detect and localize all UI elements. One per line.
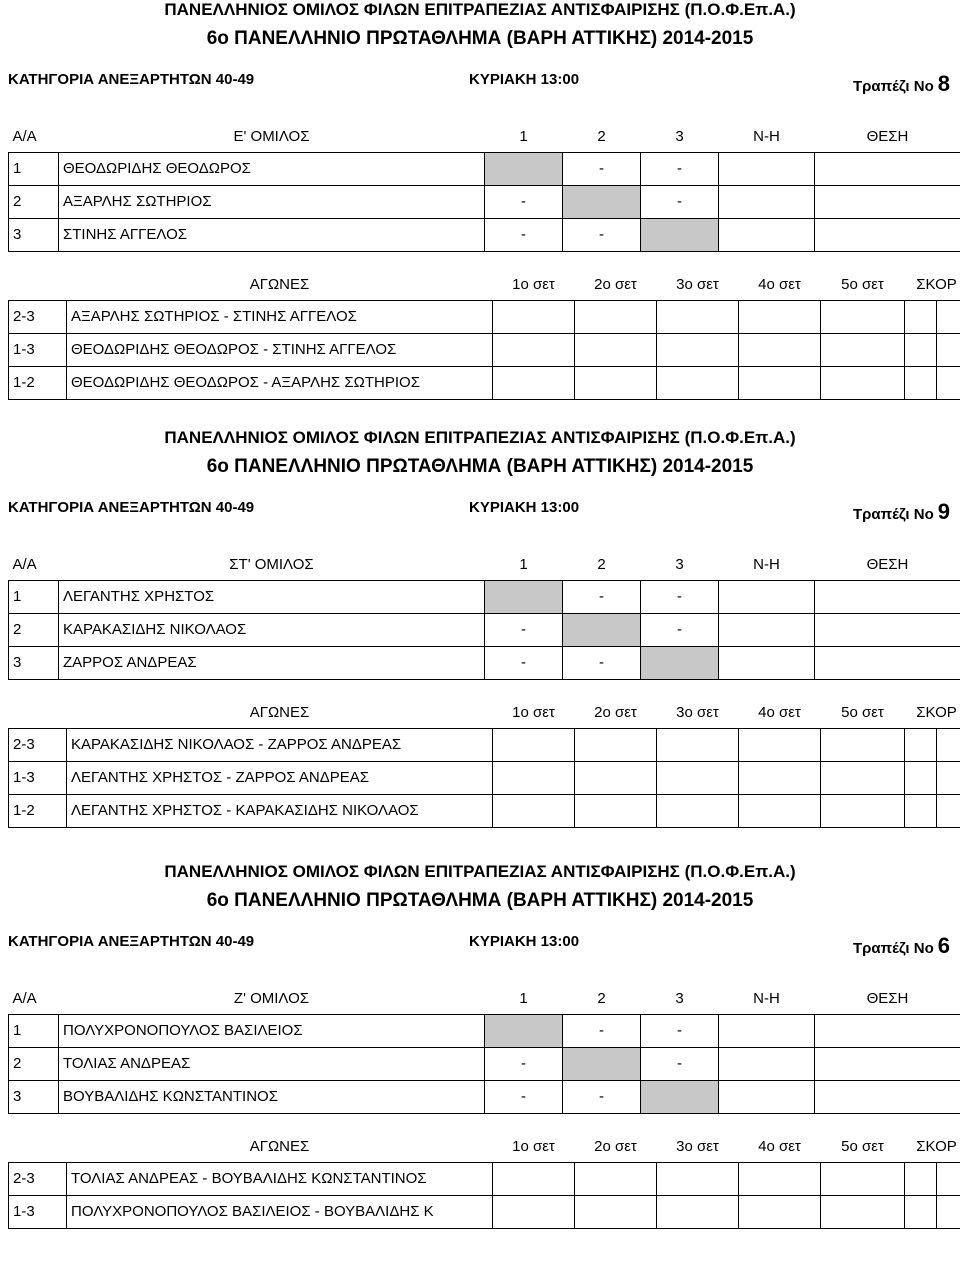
col-agones: ΑΓΩΝΕΣ (67, 698, 493, 729)
col-set3: 3ο σετ (657, 270, 739, 301)
match-row (9, 1196, 960, 1229)
match-code: 1-3 (9, 762, 67, 795)
set-score-cell (493, 795, 575, 828)
set-score-cell (575, 301, 657, 334)
wins-losses-cell (719, 219, 815, 252)
col-p3: 3 (641, 550, 719, 581)
col-group: Ζ' ΟΜΙΛΟΣ (59, 984, 485, 1015)
table-number-value: 9 (938, 499, 950, 524)
match-code: 1-3 (9, 1196, 67, 1229)
match-row (9, 301, 960, 334)
player-name: ΑΞΑΡΛΗΣ ΣΩΤΗΡΙΟΣ (59, 186, 485, 219)
player-row (9, 219, 960, 252)
player-name: ΖΑΡΡΟΣ ΑΝΔΡΕΑΣ (59, 647, 485, 680)
match-row (9, 334, 960, 367)
result-cell (563, 614, 641, 647)
score-home-cell (905, 1196, 937, 1229)
player-row (9, 581, 960, 614)
player-row (9, 153, 960, 186)
player-name: ΘΕΟΔΩΡΙΔΗΣ ΘΕΟΔΩΡΟΣ (59, 153, 485, 186)
result-cell: - (641, 1048, 719, 1081)
set-score-cell (821, 367, 905, 400)
col-nh: Ν-Η (719, 984, 815, 1015)
standings-table (8, 122, 960, 252)
result-cell (485, 153, 563, 186)
result-cell: - (641, 1015, 719, 1048)
table-label: Τραπέζι Νο (853, 940, 934, 957)
matches-header (9, 698, 960, 729)
player-row (9, 647, 960, 680)
position-cell (815, 219, 960, 252)
result-cell: - (485, 219, 563, 252)
set-score-cell (657, 762, 739, 795)
col-thesi: ΘΕΣΗ (815, 122, 960, 153)
col-p1: 1 (485, 122, 563, 153)
position-cell (815, 186, 960, 219)
result-cell: - (641, 581, 719, 614)
result-cell (641, 647, 719, 680)
match-name: ΘΕΟΔΩΡΙΔΗΣ ΘΕΟΔΩΡΟΣ - ΑΞΑΡΛΗΣ ΣΩΤΗΡΙΟΣ (67, 367, 493, 400)
col-agones: ΑΓΩΝΕΣ (67, 270, 493, 301)
set-score-cell (739, 1196, 821, 1229)
position-cell (815, 614, 960, 647)
set-score-cell (575, 729, 657, 762)
position-cell (815, 1081, 960, 1114)
score-away-cell (937, 1196, 960, 1229)
result-cell: - (485, 614, 563, 647)
set-score-cell (821, 301, 905, 334)
result-cell (485, 581, 563, 614)
standings-header (9, 984, 960, 1015)
set-score-cell (739, 762, 821, 795)
score-away-cell (937, 762, 960, 795)
result-cell: - (641, 153, 719, 186)
col-set1: 1ο σετ (493, 698, 575, 729)
match-code: 2-3 (9, 1163, 67, 1196)
day-label: ΚΥΡΙΑΚΗ 13:00 (469, 499, 579, 516)
set-score-cell (657, 301, 739, 334)
group-sheet (0, 862, 960, 1282)
set-score-cell (739, 729, 821, 762)
set-score-cell (657, 795, 739, 828)
col-set2: 2ο σετ (575, 270, 657, 301)
col-set5: 5ο σετ (821, 270, 905, 301)
matches-table (8, 1132, 960, 1229)
player-name: ΛΕΓΑΝΤΗΣ ΧΡΗΣΤΟΣ (59, 581, 485, 614)
player-name: ΤΟΛΙΑΣ ΑΝΔΡΕΑΣ (59, 1048, 485, 1081)
match-name: ΛΕΓΑΝΤΗΣ ΧΡΗΣΤΟΣ - ΚΑΡΑΚΑΣΙΔΗΣ ΝΙΚΟΛΑΟΣ (67, 795, 493, 828)
category-label: ΚΑΤΗΓΟΡΙΑ ΑΝΕΞΑΡΤΗΤΩΝ 40-49 (8, 71, 254, 88)
score-away-cell (937, 729, 960, 762)
player-row (9, 614, 960, 647)
set-score-cell (821, 1163, 905, 1196)
result-cell (563, 186, 641, 219)
category-label: ΚΑΤΗΓΟΡΙΑ ΑΝΕΞΑΡΤΗΤΩΝ 40-49 (8, 499, 254, 516)
score-away-cell (937, 1163, 960, 1196)
set-score-cell (575, 1196, 657, 1229)
day-label: ΚΥΡΙΑΚΗ 13:00 (469, 71, 579, 88)
set-score-cell (821, 334, 905, 367)
player-number: 1 (9, 581, 59, 614)
result-cell (563, 1048, 641, 1081)
col-p2: 2 (563, 984, 641, 1015)
col-set2: 2ο σετ (575, 1132, 657, 1163)
match-name: ΘΕΟΔΩΡΙΔΗΣ ΘΕΟΔΩΡΟΣ - ΣΤΙΝΗΣ ΑΓΓΕΛΟΣ (67, 334, 493, 367)
set-score-cell (821, 762, 905, 795)
score-home-cell (905, 729, 937, 762)
score-away-cell (937, 367, 960, 400)
wins-losses-cell (719, 647, 815, 680)
header-blank (9, 1132, 67, 1163)
player-name: ΠΟΛΥΧΡΟΝΟΠΟΥΛΟΣ ΒΑΣΙΛΕΙΟΣ (59, 1015, 485, 1048)
set-score-cell (821, 795, 905, 828)
col-p3: 3 (641, 122, 719, 153)
position-cell (815, 1048, 960, 1081)
set-score-cell (493, 762, 575, 795)
player-number: 3 (9, 647, 59, 680)
result-cell (641, 219, 719, 252)
result-cell: - (641, 614, 719, 647)
wins-losses-cell (719, 1081, 815, 1114)
table-label: Τραπέζι Νο (853, 78, 934, 95)
set-score-cell (575, 367, 657, 400)
org-title: ΠΑΝΕΛΛΗΝΙΟΣ ΟΜΙΛΟΣ ΦΙΛΩΝ ΕΠΙΤΡΑΠΕΖΙΑΣ ΑΝΤΙΣΦΑΙΡΙΣΗΣ (Π.Ο.Φ.Επ.Α.) (0, 428, 960, 448)
standings-header (9, 122, 960, 153)
col-score: ΣΚΟΡ (905, 698, 960, 729)
championship-title: 6ο ΠΑΝΕΛΛΗΝΙΟ ΠΡΩΤΑΘΛΗΜΑ (ΒΑΡΗ ΑΤΤΙΚΗΣ) 2014-2015 (0, 890, 960, 912)
set-score-cell (821, 1196, 905, 1229)
result-cell: - (563, 219, 641, 252)
col-nh: Ν-Η (719, 122, 815, 153)
match-name: ΤΟΛΙΑΣ ΑΝΔΡΕΑΣ - ΒΟΥΒΑΛΙΔΗΣ ΚΩΝΣΤΑΝΤΙΝΟΣ (67, 1163, 493, 1196)
col-thesi: ΘΕΣΗ (815, 984, 960, 1015)
set-score-cell (575, 1163, 657, 1196)
table-number-value: 8 (938, 71, 950, 96)
result-cell: - (485, 1048, 563, 1081)
col-aa: Α/Α (9, 984, 59, 1015)
group-sheet (0, 428, 960, 848)
table-number (853, 71, 950, 97)
table-number-value: 6 (938, 933, 950, 958)
match-code: 2-3 (9, 729, 67, 762)
set-score-cell (575, 762, 657, 795)
result-cell: - (485, 186, 563, 219)
col-set1: 1ο σετ (493, 270, 575, 301)
table-label: Τραπέζι Νο (853, 506, 934, 523)
set-score-cell (493, 1163, 575, 1196)
position-cell (815, 153, 960, 186)
score-home-cell (905, 795, 937, 828)
player-row (9, 1048, 960, 1081)
championship-title: 6ο ΠΑΝΕΛΛΗΝΙΟ ΠΡΩΤΑΘΛΗΜΑ (ΒΑΡΗ ΑΤΤΙΚΗΣ) 2014-2015 (0, 28, 960, 50)
set-score-cell (739, 334, 821, 367)
match-row (9, 729, 960, 762)
col-p2: 2 (563, 122, 641, 153)
org-title: ΠΑΝΕΛΛΗΝΙΟΣ ΟΜΙΛΟΣ ΦΙΛΩΝ ΕΠΙΤΡΑΠΕΖΙΑΣ ΑΝΤΙΣΦΑΙΡΙΣΗΣ (Π.Ο.Φ.Επ.Α.) (0, 0, 960, 20)
match-code: 1-3 (9, 334, 67, 367)
player-row (9, 186, 960, 219)
score-away-cell (937, 334, 960, 367)
player-number: 2 (9, 186, 59, 219)
group-sheet (0, 0, 960, 420)
match-row (9, 795, 960, 828)
header-blank (9, 698, 67, 729)
col-agones: ΑΓΩΝΕΣ (67, 1132, 493, 1163)
col-score: ΣΚΟΡ (905, 1132, 960, 1163)
match-row (9, 1163, 960, 1196)
score-away-cell (937, 795, 960, 828)
set-score-cell (493, 334, 575, 367)
wins-losses-cell (719, 1048, 815, 1081)
standings-table (8, 984, 960, 1114)
player-row (9, 1081, 960, 1114)
match-name: ΚΑΡΑΚΑΣΙΔΗΣ ΝΙΚΟΛΑΟΣ - ΖΑΡΡΟΣ ΑΝΔΡΕΑΣ (67, 729, 493, 762)
wins-losses-cell (719, 614, 815, 647)
player-number: 3 (9, 219, 59, 252)
col-set1: 1ο σετ (493, 1132, 575, 1163)
score-home-cell (905, 1163, 937, 1196)
col-set3: 3ο σετ (657, 698, 739, 729)
matches-table (8, 698, 960, 828)
set-score-cell (657, 334, 739, 367)
match-name: ΠΟΛΥΧΡΟΝΟΠΟΥΛΟΣ ΒΑΣΙΛΕΙΟΣ - ΒΟΥΒΑΛΙΔΗΣ Κ (67, 1196, 493, 1229)
result-cell: - (485, 1081, 563, 1114)
col-group: Ε' ΟΜΙΛΟΣ (59, 122, 485, 153)
wins-losses-cell (719, 153, 815, 186)
wins-losses-cell (719, 186, 815, 219)
set-score-cell (657, 1163, 739, 1196)
matches-header (9, 270, 960, 301)
set-score-cell (657, 367, 739, 400)
col-set4: 4ο σετ (739, 1132, 821, 1163)
match-name: ΑΞΑΡΛΗΣ ΣΩΤΗΡΙΟΣ - ΣΤΙΝΗΣ ΑΓΓΕΛΟΣ (67, 301, 493, 334)
championship-title: 6ο ΠΑΝΕΛΛΗΝΙΟ ΠΡΩΤΑΘΛΗΜΑ (ΒΑΡΗ ΑΤΤΙΚΗΣ) 2014-2015 (0, 456, 960, 478)
col-p1: 1 (485, 550, 563, 581)
set-score-cell (575, 795, 657, 828)
standings-header (9, 550, 960, 581)
position-cell (815, 1015, 960, 1048)
match-name: ΛΕΓΑΝΤΗΣ ΧΡΗΣΤΟΣ - ΖΑΡΡΟΣ ΑΝΔΡΕΑΣ (67, 762, 493, 795)
score-home-cell (905, 762, 937, 795)
set-score-cell (739, 795, 821, 828)
org-title: ΠΑΝΕΛΛΗΝΙΟΣ ΟΜΙΛΟΣ ΦΙΛΩΝ ΕΠΙΤΡΑΠΕΖΙΑΣ ΑΝΤΙΣΦΑΙΡΙΣΗΣ (Π.Ο.Φ.Επ.Α.) (0, 862, 960, 882)
match-row (9, 762, 960, 795)
col-set4: 4ο σετ (739, 270, 821, 301)
player-number: 2 (9, 614, 59, 647)
matches-table (8, 270, 960, 400)
col-set4: 4ο σετ (739, 698, 821, 729)
result-cell: - (485, 647, 563, 680)
table-number (853, 499, 950, 525)
position-cell (815, 581, 960, 614)
player-number: 3 (9, 1081, 59, 1114)
score-home-cell (905, 367, 937, 400)
player-number: 2 (9, 1048, 59, 1081)
result-cell (485, 1015, 563, 1048)
col-aa: Α/Α (9, 122, 59, 153)
set-score-cell (493, 729, 575, 762)
col-aa: Α/Α (9, 550, 59, 581)
set-score-cell (493, 367, 575, 400)
col-p3: 3 (641, 984, 719, 1015)
result-cell: - (563, 1015, 641, 1048)
col-nh: Ν-Η (719, 550, 815, 581)
match-row (9, 367, 960, 400)
day-label: ΚΥΡΙΑΚΗ 13:00 (469, 933, 579, 950)
wins-losses-cell (719, 1015, 815, 1048)
matches-header (9, 1132, 960, 1163)
set-score-cell (657, 729, 739, 762)
set-score-cell (657, 1196, 739, 1229)
col-p1: 1 (485, 984, 563, 1015)
score-home-cell (905, 301, 937, 334)
set-score-cell (493, 1196, 575, 1229)
category-label: ΚΑΤΗΓΟΡΙΑ ΑΝΕΞΑΡΤΗΤΩΝ 40-49 (8, 933, 254, 950)
col-p2: 2 (563, 550, 641, 581)
set-score-cell (821, 729, 905, 762)
match-code: 1-2 (9, 795, 67, 828)
result-cell (641, 1081, 719, 1114)
col-group: ΣΤ' ΟΜΙΛΟΣ (59, 550, 485, 581)
score-away-cell (937, 301, 960, 334)
standings-table (8, 550, 960, 680)
player-name: ΚΑΡΑΚΑΣΙΔΗΣ ΝΙΚΟΛΑΟΣ (59, 614, 485, 647)
wins-losses-cell (719, 581, 815, 614)
score-home-cell (905, 334, 937, 367)
result-cell: - (563, 647, 641, 680)
set-score-cell (739, 1163, 821, 1196)
header-blank (9, 270, 67, 301)
col-set2: 2ο σετ (575, 698, 657, 729)
match-code: 1-2 (9, 367, 67, 400)
player-name: ΒΟΥΒΑΛΙΔΗΣ ΚΩΝΣΤΑΝΤΙΝΟΣ (59, 1081, 485, 1114)
table-number (853, 933, 950, 959)
result-cell: - (563, 581, 641, 614)
set-score-cell (739, 367, 821, 400)
col-set5: 5ο σετ (821, 1132, 905, 1163)
set-score-cell (739, 301, 821, 334)
player-number: 1 (9, 1015, 59, 1048)
position-cell (815, 647, 960, 680)
result-cell: - (563, 1081, 641, 1114)
player-name: ΣΤΙΝΗΣ ΑΓΓΕΛΟΣ (59, 219, 485, 252)
player-number: 1 (9, 153, 59, 186)
col-set3: 3ο σετ (657, 1132, 739, 1163)
result-cell: - (563, 153, 641, 186)
col-thesi: ΘΕΣΗ (815, 550, 960, 581)
col-set5: 5ο σετ (821, 698, 905, 729)
result-cell: - (641, 186, 719, 219)
set-score-cell (575, 334, 657, 367)
col-score: ΣΚΟΡ (905, 270, 960, 301)
set-score-cell (493, 301, 575, 334)
match-code: 2-3 (9, 301, 67, 334)
player-row (9, 1015, 960, 1048)
